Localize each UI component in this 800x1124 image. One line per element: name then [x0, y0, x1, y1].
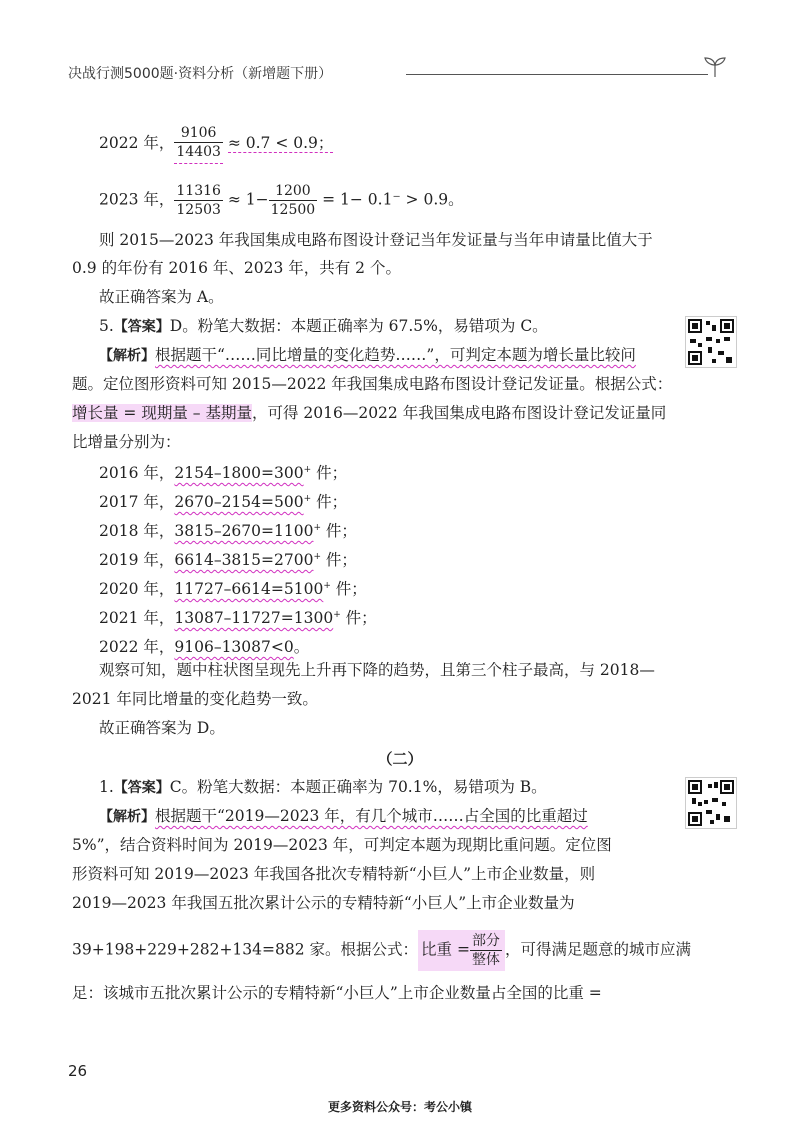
analysis-tag: 【解析】 [99, 348, 155, 364]
increment-year: 2021 年， [99, 609, 175, 628]
analysis5-line3: 增长量 = 现期量 – 基期量，可得 2016—2022 年我国集成电路布图设计登记发证量同 [72, 404, 667, 422]
increment-row [99, 634, 309, 657]
paragraph-line: 题。定位图形资料可知 2015—2022 年我国集成电路布图设计登记发证量。根据公式： [72, 375, 673, 393]
increment-unit: 件； [340, 609, 377, 628]
qr-code-icon[interactable] [685, 316, 737, 368]
section-heading: （二） [377, 750, 423, 768]
paragraph-line: 0.9 的年份有 2016 年、2023 年，共有 2 个。 [72, 259, 401, 277]
qr-code-icon[interactable] [685, 777, 737, 829]
increment-expr: 13087–11727=1300 [174, 609, 334, 628]
increment-year: 2018 年， [99, 522, 175, 541]
calc-tail: ≈ 0.7 < 0.9； [227, 134, 334, 152]
page-header [68, 62, 728, 84]
increment-year: 2017 年， [99, 493, 175, 512]
fraction: $\frac{\text{部分}}{\text{整体}}$ [471, 933, 500, 968]
analysis-tag: 【解析】 [99, 809, 155, 825]
paragraph-line: 形资料可知 2019—2023 年我国各批次专精特新“小巨人”上市企业数量，则 [72, 865, 596, 883]
answer-tag: 【答案】 [113, 780, 170, 796]
q1-answer [99, 777, 547, 798]
question-number: 1. [99, 778, 114, 796]
paragraph-line: 观察可知，题中柱状图呈现先上升再下降的趋势，且第三个柱子最高，与 2018— [99, 661, 655, 679]
increment-sup: + [313, 523, 321, 533]
analysis1-line1: 【解析】根据题干“2019—2023 年，有几个城市……占全国的比重超过 [99, 807, 588, 825]
formula-highlight: 比重 = $\frac{\text{部分}}{\text{整体}}$ [418, 930, 505, 971]
calc-2022 [99, 124, 333, 164]
increment-year: 2020 年， [99, 580, 175, 599]
answer-line: 故正确答案为 D。 [99, 719, 225, 737]
increment-unit: 件； [311, 464, 348, 483]
analysis5-line1: 【解析】根据题干“……同比增量的变化趋势……”，可判定本题为增长量比较问 [99, 346, 636, 364]
increment-row [99, 605, 377, 628]
fraction: $\frac{1200}{12500}$ [270, 183, 316, 218]
increment-expr: 2154–1800=300 [174, 464, 304, 483]
increment-sup: + [303, 494, 312, 504]
page-number: 26 [68, 1062, 88, 1080]
increment-row [99, 489, 347, 512]
calc-2023 [99, 182, 464, 219]
header-title: 决战行测5000题·资料分析（新增题下册） [68, 66, 333, 82]
increment-unit: 件； [321, 551, 357, 570]
calc-mid: ≈ 1− [227, 190, 269, 209]
answer-line: 故正确答案为 A。 [99, 288, 224, 306]
increment-sup: + [313, 552, 321, 562]
calc-year: 2022 年， [99, 134, 175, 152]
increment-row [99, 518, 357, 541]
increment-row [99, 547, 357, 570]
paragraph-line: 足：该城市五批次累计公示的专精特新“小巨人”上市企业数量占全国的比重 = [72, 984, 602, 1002]
question-number: 5. [99, 317, 114, 335]
sprout-icon [702, 56, 728, 78]
fraction: $\frac{9106}{14403}$ [174, 124, 223, 164]
increment-expr: 3815–2670=1100 [174, 522, 314, 541]
increment-expr: 11727–6614=5100 [174, 580, 324, 599]
increment-unit: 件； [311, 493, 348, 512]
increment-expr: 2670–2154=500 [174, 493, 304, 512]
increment-unit: 。 [293, 638, 310, 657]
increment-row [99, 576, 367, 599]
fraction: $\frac{11316}{12503}$ [176, 183, 221, 218]
paragraph-line: 5%”，结合资料时间为 2019—2023 年，可判定本题为现期比重问题。定位图 [72, 836, 612, 854]
increment-expr: 9106–13087<0 [174, 638, 294, 657]
answer-text: C。粉笔大数据：本题正确率为 70.1%，易错项为 B。 [169, 778, 547, 796]
paragraph-line: 比增量分别为： [72, 433, 181, 451]
increment-sup: + [333, 610, 341, 620]
increment-year: 2019 年， [99, 551, 175, 570]
calc-tail: = 1− 0.1⁻ > 0.9。 [322, 190, 464, 209]
paragraph-line: 2019—2023 年我国五批次累计公示的专精特新“小巨人”上市企业数量为 [72, 894, 575, 912]
paragraph-line: 2021 年同比增量的变化趋势一致。 [72, 690, 318, 708]
increment-unit: 件； [330, 580, 367, 599]
increment-sup: + [303, 465, 312, 475]
increment-unit: 件； [321, 522, 357, 541]
increment-year: 2016 年， [99, 464, 175, 483]
formula-highlight: 增长量 = 现期量 – 基期量 [72, 404, 252, 422]
analysis1-line5: 39+198+229+282+134=882 家。根据公式： 比重 = $\frac{\text{部分}}{\text{整体}}$ ，可得满足题意的城市应满 [72, 930, 691, 971]
calc-year: 2023 年， [99, 190, 175, 209]
answer-text: D。粉笔大数据：本题正确率为 67.5%，易错项为 C。 [169, 317, 548, 335]
paragraph-line: 则 2015—2023 年我国集成电路布图设计登记当年发证量与当年申请量比值大于 [99, 231, 653, 249]
footer-text: 更多资料公众号：考公小镇 [327, 1100, 472, 1114]
increment-sup: + [323, 581, 331, 591]
increment-year: 2022 年， [99, 638, 175, 657]
header-rule [406, 74, 708, 75]
answer-tag: 【答案】 [113, 319, 170, 335]
increment-row [99, 460, 347, 483]
increment-expr: 6614–3815=2700 [174, 551, 314, 570]
q5-answer [99, 316, 548, 337]
